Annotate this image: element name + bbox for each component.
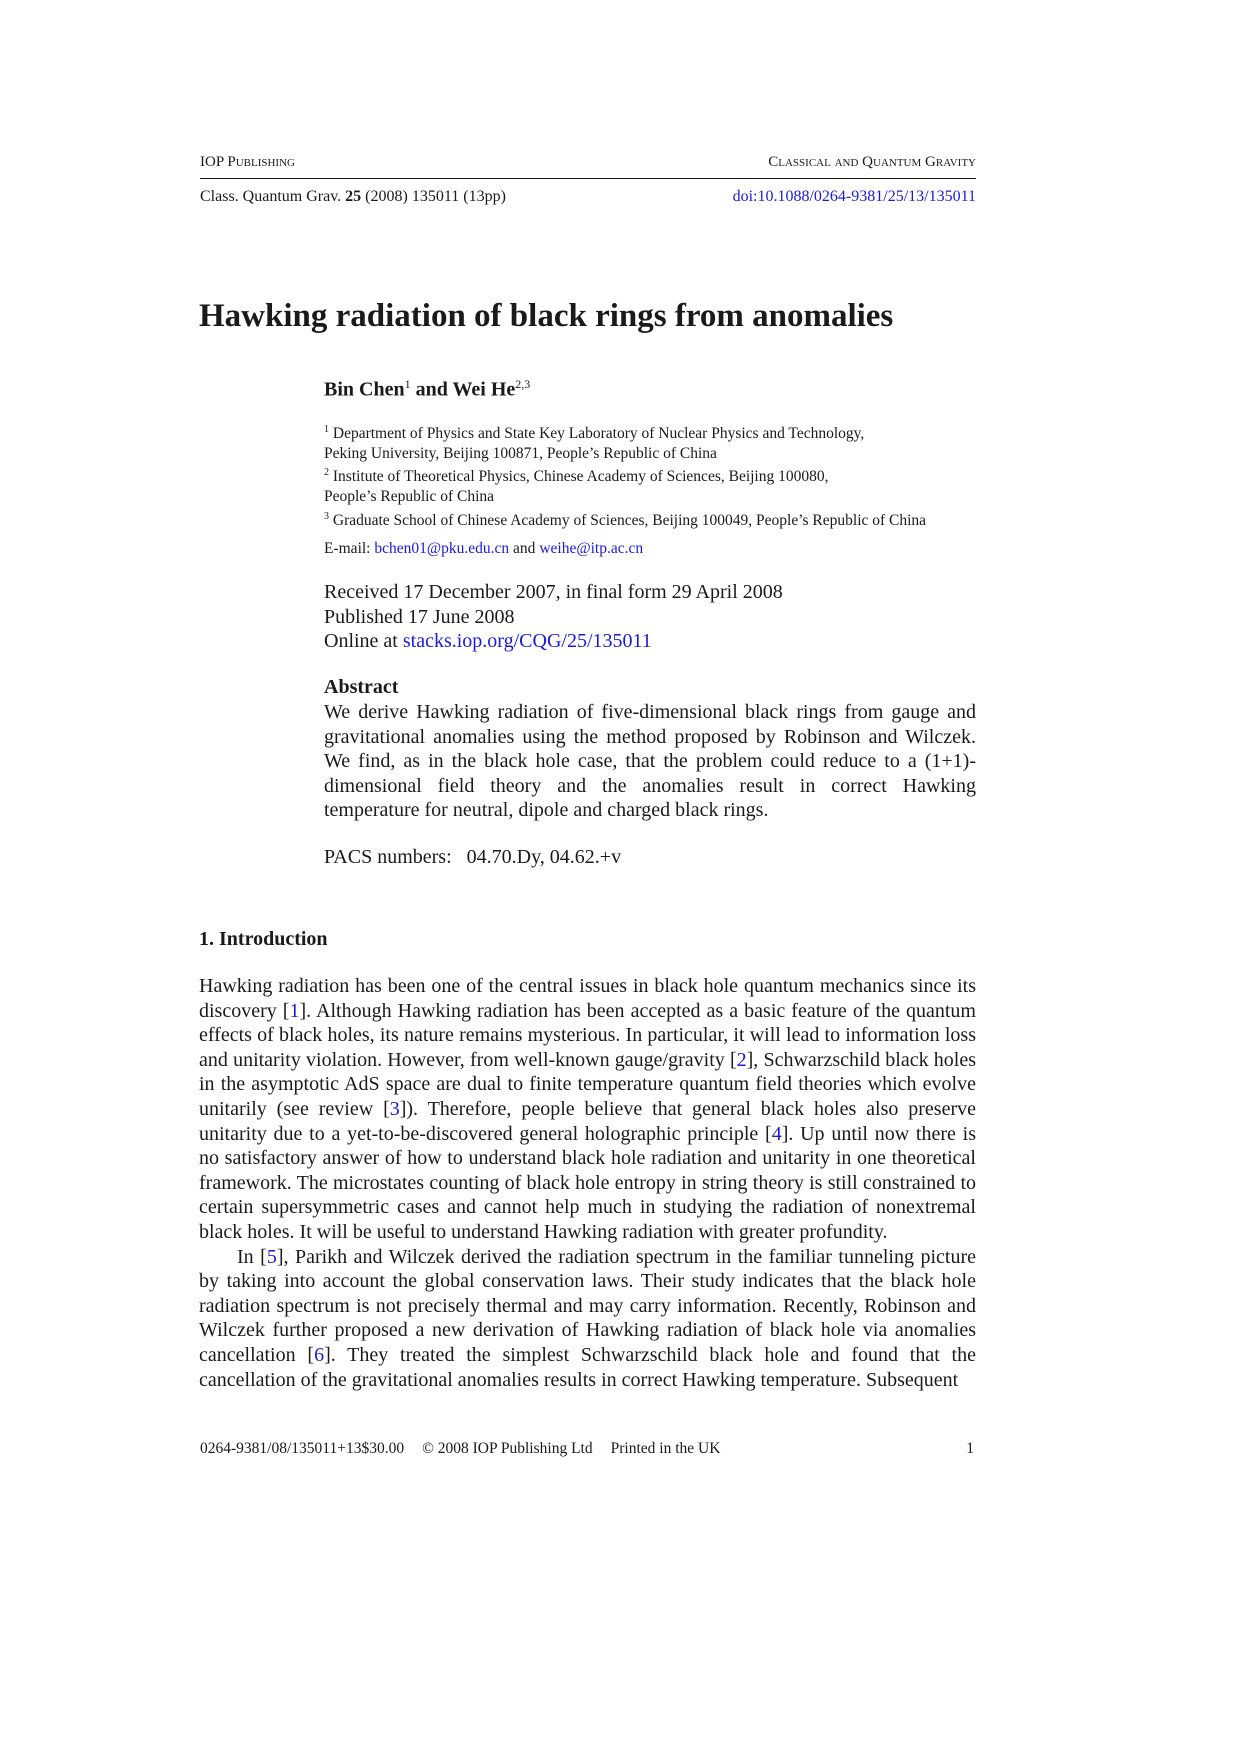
page-number: 1 bbox=[966, 1440, 974, 1457]
affiliation-line: $^3$ Graduate School of Chinese Academy of Sciences, Beijing 100049, People’s Republic of China bbox=[324, 510, 927, 529]
section-heading: 1. Introduction bbox=[199, 928, 328, 950]
email-line: E-mail: bchen01@pku.edu.cn and weihe@itp.ac.cn bbox=[324, 540, 644, 557]
header-rule bbox=[200, 178, 976, 179]
printed-in: Printed in the UK bbox=[610, 1440, 721, 1457]
affiliation-marker: 2,3 bbox=[515, 377, 531, 391]
reference-link[interactable]: 4 bbox=[771, 1122, 782, 1145]
reference-link[interactable]: 6 bbox=[314, 1343, 325, 1366]
affiliation-line: $^1$ Department of Physics and State Key Laboratory of Nuclear Physics and Technology, bbox=[324, 424, 865, 443]
paragraph: Hawking radiation has been one of the central issues in black hole quantum mechanics since its discovery [1]. Although Hawking radiation has been accepted as a basic feature of the quantum effects of black holes, its nature remains mysterious. In particular, it will lead to information loss and unitarity violation. However, from well-known gauge/gravity [2], Schwarzschild black holes in the asymptotic AdS space are dual to finite temperature quantum field theories which evolve unitarily (see review [3]). Therefore, people believe that general black holes also preserve unitarity due to a yet-to-be-discovered general holographic principle [4]. Up until now there is no satisfactory answer of how to understand black hole radiation and unitarity in one theoretical framework. The microstates counting of black hole entropy in string theory is still constrained to certain supersymmetric cases and cannot help much in studying the radiation of nonextremal black holes. It will be useful to understand Hawking radiation with greater profundity. bbox=[199, 975, 976, 1243]
pacs-numbers: PACS numbers: 04.70.Dy, 04.62.+v bbox=[324, 846, 622, 868]
paper-title: Hawking radiation of black rings from anomalies bbox=[199, 298, 894, 334]
publisher-name: IOP Publishing bbox=[200, 154, 295, 170]
affiliations bbox=[324, 420, 984, 530]
article-code: 0264-9381/08/135011+13$30.00 bbox=[200, 1440, 405, 1457]
reference-link[interactable]: 5 bbox=[266, 1245, 277, 1268]
affiliation-marker: 1 bbox=[404, 377, 411, 391]
journal-name: Classical and Quantum Gravity bbox=[768, 154, 976, 170]
running-header bbox=[200, 154, 976, 176]
author-list: Bin Chen$^1$ and Wei He$^{2,3}$ bbox=[324, 377, 531, 401]
reference-link[interactable]: 1 bbox=[289, 999, 300, 1022]
citation-line bbox=[200, 188, 976, 210]
author-name: Bin Chen bbox=[324, 378, 405, 401]
online-line: Online at stacks.iop.org/CQG/25/135011 bbox=[324, 630, 652, 652]
doi-link[interactable]: doi:10.1088/0264-9381/25/13/135011 bbox=[732, 188, 976, 205]
citation: Class. Quantum Grav. 25 (2008) 135011 (13pp) bbox=[200, 188, 506, 205]
online-link[interactable]: stacks.iop.org/CQG/25/135011 bbox=[402, 630, 652, 652]
publication-dates bbox=[324, 580, 783, 654]
received-date: Received 17 December 2007, in final form 29 April 2008 bbox=[324, 581, 783, 603]
affiliation-line: Peking University, Beijing 100871, People’s Republic of China bbox=[324, 444, 717, 462]
volume: 25 bbox=[345, 188, 362, 205]
affiliation-line: $^2$ Institute of Theoretical Physics, Chinese Academy of Sciences, Beijing 100080, bbox=[324, 467, 829, 486]
reference-link[interactable]: 3 bbox=[389, 1097, 400, 1120]
section-body bbox=[199, 974, 976, 1392]
email-link[interactable]: bchen01@pku.edu.cn bbox=[374, 540, 510, 557]
email-link[interactable]: weihe@itp.ac.cn bbox=[539, 540, 644, 557]
paragraph: In [5], Parikh and Wilczek derived the radiation spectrum in the familiar tunneling picture by taking into account the global conservation laws. Their study indicates that the black hole radiation spectrum is not precisely thermal and may carry information. Recently, Robinson and Wilczek further proposed a new derivation of Hawking radiation of black hole via anomalies cancellation [6]. They treated the simplest Schwarzschild black hole and found that the cancellation of the gravitational anomalies results in correct Hawking temperature. Subsequent bbox=[199, 1245, 976, 1391]
published-date: Published 17 June 2008 bbox=[324, 605, 515, 628]
copyright: © 2008 IOP Publishing Ltd bbox=[422, 1440, 593, 1457]
reference-link[interactable]: 2 bbox=[736, 1048, 747, 1071]
author-name: Wei He bbox=[452, 378, 516, 401]
page-footer bbox=[200, 1440, 976, 1462]
abstract-heading: Abstract bbox=[324, 676, 399, 698]
abstract-text: We derive Hawking radiation of five-dimensional black rings from gauge and gravitational anomalies using the method proposed by Robinson and Wilczek. We find, as in the black hole case, that the problem could reduce to a (1+1)-dimensional field theory and the anomalies result in correct Hawking temperature for neutral, dipole and charged black rings. bbox=[324, 701, 976, 822]
affiliation-line: People’s Republic of China bbox=[324, 488, 495, 506]
